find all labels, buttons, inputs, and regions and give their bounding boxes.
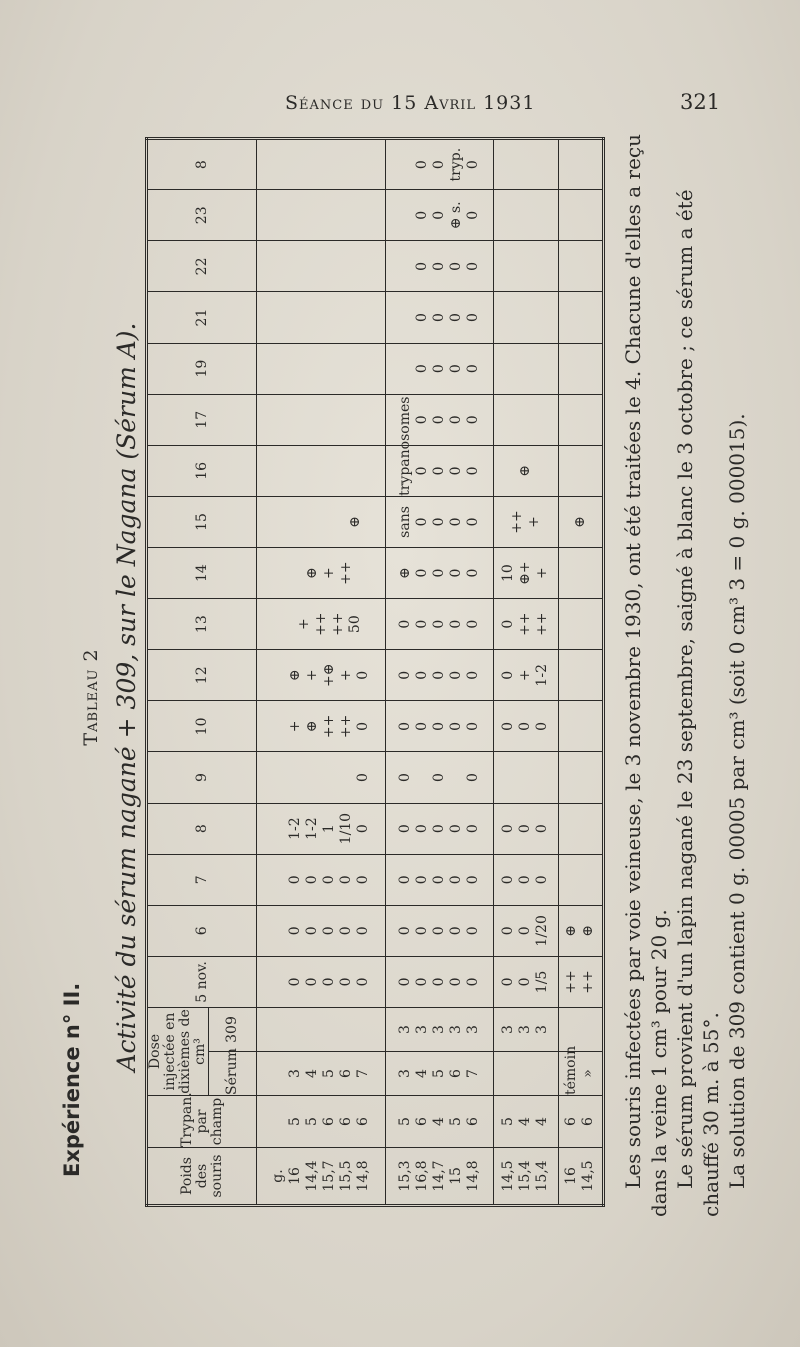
- cell-day: [493, 241, 558, 292]
- cell-day: [257, 548, 386, 599]
- table-row: [386, 139, 494, 1206]
- footnote: Le sérum provient d'un lapin nagané le 23 septembre, saigné à blanc le 3 octobre ; ce sérum a été chauffé 30 m. à 55°.: [673, 189, 723, 1217]
- cell-day-value: ++ +: [508, 510, 542, 534]
- cell-day-value: 0 0 0 0: [413, 415, 481, 425]
- header-day: 17: [147, 394, 257, 445]
- cell-day: [257, 190, 386, 241]
- experiment-label: Expérience n° II.: [60, 982, 84, 1177]
- cell-poids: [493, 1148, 558, 1206]
- cell-day: [558, 854, 603, 905]
- cell-day-value: 0 0 0 0: [413, 261, 481, 271]
- cell-day-value: + ⊕ ++ ++ 0: [287, 714, 371, 739]
- cell-day: [558, 752, 603, 803]
- table-row: [257, 139, 386, 1206]
- cell-day-value: 0 0 0 0 0: [396, 721, 481, 731]
- cell-day-value: 0 0 1/20: [500, 915, 551, 947]
- cell-day-value: 0 0 ⊕ s. 0: [413, 201, 481, 230]
- footnote: La solution de 309 contient 0 g. 00005 par cm³ (soit 0 cm³ 3 = 0 g. 000015).: [725, 413, 749, 1189]
- cell-day: [558, 139, 603, 190]
- cell-day: [257, 394, 386, 445]
- footnote: Les souris infectées par voie veineuse, le 3 novembre 1930, ont été traitées le 4. Chacune d'elles a reçu dans la veine 1 cm³ pour 20 g.: [621, 134, 671, 1217]
- cell-day: [257, 701, 386, 752]
- cell-day: [493, 905, 558, 956]
- header-poids: Poids des souris: [147, 1148, 257, 1206]
- cell-day: [257, 650, 386, 701]
- header-dose: Dose injectée en dixièmes de cm³: [147, 1009, 208, 1094]
- cell-day: [386, 190, 494, 241]
- cell-day: [386, 701, 494, 752]
- cell-day: [257, 803, 386, 854]
- cell-day: [558, 956, 603, 1007]
- cell-day-value: 0 0 0 0 0: [396, 824, 481, 834]
- cell-day-value: 0 0 0 0 0: [396, 926, 481, 936]
- cell-poids-value: 15,3 16,8 14,7 15 14,8: [396, 1160, 481, 1192]
- cell-day-value: 0 0 0 0 0: [287, 977, 371, 987]
- header-trypan: Trypan. par champ: [147, 1096, 257, 1148]
- cell-day-value: 0 0 0 0: [413, 313, 481, 322]
- cell-day: [257, 139, 386, 190]
- header-day: 12: [147, 650, 257, 701]
- cell-poids-value: 14,5 15,4 15,4: [500, 1160, 551, 1192]
- cell-drug: [386, 1008, 494, 1052]
- cell-day: [493, 956, 558, 1007]
- cell-day-value: 0 0 0 0 0: [396, 977, 481, 987]
- cell-day: [386, 548, 494, 599]
- cell-day: [493, 445, 558, 496]
- cell-trypan-value: 5 6 4 5 6: [396, 1117, 481, 1126]
- cell-day-value: 0 0 0 0 0: [287, 926, 371, 936]
- table-caption: Tableau 2: [80, 648, 102, 746]
- table-subtitle: Activité du sérum nagané + 309, sur le Nagana (Sérum A).: [112, 322, 141, 1072]
- cell-day-value: 0 0 0: [500, 824, 551, 834]
- cell-day: [493, 394, 558, 445]
- cell-day-value: 0 0 0 0 0: [396, 619, 481, 629]
- page-number: 321: [680, 90, 721, 114]
- cell-day: [257, 905, 386, 956]
- cell-day: [493, 496, 558, 547]
- cell-serum-value: 3 4 5 6 7: [396, 1069, 481, 1078]
- cell-day: [386, 496, 494, 547]
- cell-day: [386, 803, 494, 854]
- cell-day-value: ⊕ + ++: [304, 561, 354, 585]
- cell-day-value: 0 0 0 0 0: [396, 875, 481, 885]
- cell-day: [493, 701, 558, 752]
- header-day: 7: [147, 854, 257, 905]
- cell-day: [493, 854, 558, 905]
- table-body: [257, 139, 604, 1206]
- header-day: 21: [147, 292, 257, 343]
- cell-trypan: [558, 1096, 603, 1148]
- cell-day: [257, 854, 386, 905]
- cell-day: [257, 956, 386, 1007]
- header-day: 9: [147, 752, 257, 803]
- rotated-content: [0, 47, 800, 1347]
- header-day: 23: [147, 190, 257, 241]
- header-serum: Sérum: [209, 1052, 257, 1096]
- cell-day-value: ⊕ ⊕: [563, 924, 597, 937]
- cell-day-value: trypanosomes 0 0 0 0: [396, 396, 481, 496]
- cell-drug: [257, 1008, 386, 1052]
- footnotes: [620, 117, 750, 1217]
- cell-day: [493, 190, 558, 241]
- cell-day: [558, 803, 603, 854]
- cell-day: [257, 752, 386, 803]
- cell-day: [386, 752, 494, 803]
- cell-day-value: 0 + 1-2: [500, 664, 551, 687]
- cell-day: [493, 599, 558, 650]
- cell-day: [257, 241, 386, 292]
- cell-day-value: ⊕ 0 0 0 0: [396, 567, 481, 579]
- table-row: [493, 139, 558, 1206]
- cell-day-value: 10 ⊕+ +: [500, 561, 551, 585]
- header-day: 5 nov.: [147, 956, 257, 1007]
- cell-day-value: 0 ++ ++: [500, 612, 551, 636]
- cell-day-value: 0 0 0: [500, 721, 551, 731]
- cell-day-value: 0 0 0: [500, 875, 551, 885]
- cell-day: [558, 650, 603, 701]
- cell-drug: [493, 1008, 558, 1052]
- cell-day: [558, 241, 603, 292]
- cell-day: [386, 956, 494, 1007]
- cell-trypan: [386, 1096, 494, 1148]
- cell-day: [493, 139, 558, 190]
- cell-day: [493, 548, 558, 599]
- cell-day-value: 0 0 1/5: [500, 970, 551, 994]
- cell-day: [558, 905, 603, 956]
- cell-trypan-value: 6 6: [563, 1117, 597, 1126]
- header-day: 8: [147, 139, 257, 190]
- cell-trypan-value: 5 4 4: [500, 1117, 551, 1126]
- header-title: Séance du 15 Avril 1931: [285, 92, 536, 114]
- header-day: 13: [147, 599, 257, 650]
- header-day: 6: [147, 905, 257, 956]
- cell-day-value: 0 0 0: [396, 773, 481, 782]
- cell-poids: [257, 1148, 386, 1206]
- header-day: 14: [147, 548, 257, 599]
- header-day: 16: [147, 445, 257, 496]
- cell-poids: [386, 1148, 494, 1206]
- cell-day-value: ⊕: [517, 464, 534, 477]
- cell-day: [558, 445, 603, 496]
- header-day: 19: [147, 343, 257, 394]
- cell-day: [257, 599, 386, 650]
- cell-day-value: ⊕: [571, 516, 588, 528]
- cell-day: [257, 292, 386, 343]
- cell-day: [493, 803, 558, 854]
- cell-day-value: ⊕ + +⊕ + 0: [287, 663, 371, 688]
- header-drug: 309: [209, 1008, 257, 1052]
- cell-day-value: sans 0 0 0 0: [396, 506, 481, 538]
- cell-drug-value: 3 3 3 3 3: [396, 1025, 481, 1034]
- cell-day: [558, 394, 603, 445]
- cell-day-value: 0 0 0 0: [413, 364, 481, 374]
- cell-serum-value: témoin »: [563, 1045, 597, 1095]
- cell-serum: [257, 1052, 386, 1096]
- cell-serum-value: 3 4 5 6 7: [287, 1069, 371, 1078]
- cell-drug: [558, 1008, 603, 1052]
- cell-day: [493, 292, 558, 343]
- cell-day: [386, 905, 494, 956]
- cell-serum: [386, 1052, 494, 1096]
- cell-poids-value: g. 16 14,4 15,7 15,5 14,8: [270, 1160, 371, 1192]
- results-table: [145, 137, 605, 1207]
- cell-day: [493, 650, 558, 701]
- cell-serum: [558, 1045, 603, 1096]
- cell-day-value: 0 0 tryp. 0: [413, 147, 481, 182]
- cell-day: [558, 496, 603, 547]
- cell-day: [558, 548, 603, 599]
- cell-day: [558, 190, 603, 241]
- cell-trypan: [493, 1096, 558, 1148]
- cell-day-value: ⊕: [346, 516, 363, 528]
- cell-day: [386, 854, 494, 905]
- cell-day-value: 0 0 0 0 0: [396, 670, 481, 680]
- cell-day: [558, 599, 603, 650]
- cell-day: [386, 292, 494, 343]
- cell-day: [493, 343, 558, 394]
- cell-day: [558, 701, 603, 752]
- cell-poids-value: 16 14,5: [563, 1160, 597, 1192]
- cell-day: [386, 396, 494, 496]
- cell-day: [386, 599, 494, 650]
- cell-trypan-value: 5 5 6 6 6: [287, 1117, 371, 1126]
- cell-day: [386, 139, 494, 190]
- cell-day: [257, 343, 386, 394]
- cell-day: [558, 292, 603, 343]
- cell-day: [386, 343, 494, 394]
- cell-day: [558, 343, 603, 394]
- cell-day-value: 0: [355, 773, 371, 782]
- cell-day: [493, 752, 558, 803]
- cell-day: [386, 241, 494, 292]
- cell-day-value: ++ ++: [563, 970, 597, 994]
- cell-serum: [493, 1052, 558, 1096]
- header-day: 22: [147, 241, 257, 292]
- header-day: 15: [147, 496, 257, 547]
- cell-day-value: 0 0 0 0 0: [287, 875, 371, 885]
- cell-day: [386, 650, 494, 701]
- cell-day: [257, 445, 386, 496]
- header-day: 10: [147, 701, 257, 752]
- cell-day-value: 1-2 1-2 1 1/10 0: [287, 812, 371, 845]
- cell-drug-value: 3 3 3: [500, 1025, 551, 1034]
- cell-day: [257, 496, 386, 547]
- header-day: 8: [147, 803, 257, 854]
- table-row: [558, 139, 603, 1206]
- cell-trypan: [257, 1096, 386, 1148]
- cell-poids: [558, 1148, 603, 1206]
- cell-day-value: + ++ ++ 50: [295, 612, 363, 636]
